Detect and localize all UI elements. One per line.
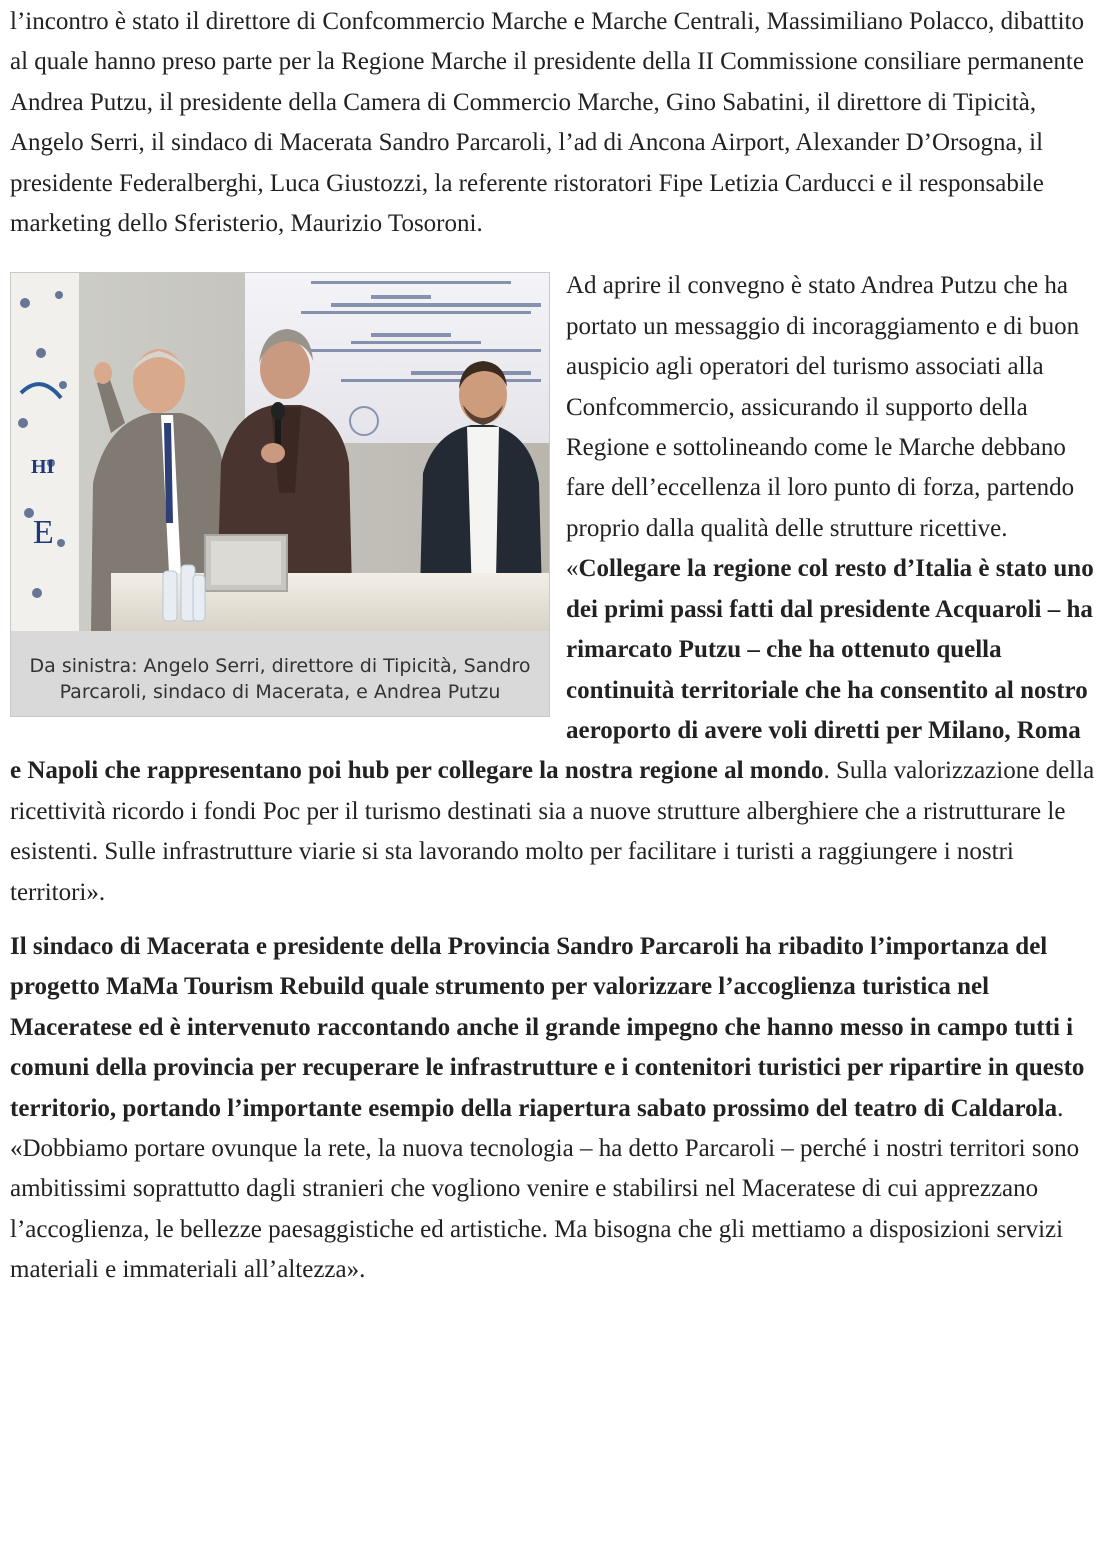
figure-caption: Da sinistra: Angelo Serri, direttore di Tipicità, Sandro Parcaroli, sindaco di Macerata, e Andrea Putzu (29, 655, 531, 704)
article-body (10, 0, 1098, 1291)
parcaroli-bold: Il sindaco di Macerata e presidente della Provincia Sandro Parcaroli ha ribadito l’importanza del progetto MaMa Tourism Rebuild quale strumento per valorizzare l’accoglienza turistica nel Maceratese ed è intervenuto raccontando anche il grande impegno che hanno messo in campo tutti i comuni della provincia per recuperare le infrastrutture e i contenitori turistici per ripartire in questo territorio, portando l’importante esempio della riapertura sabato prossimo del teatro di Caldarola (10, 932, 1085, 1122)
putzu-quote: Collegare la regione col resto d’Italia è stato uno dei primi passi fatti dal presidente Acquaroli – ha rimarcato Putzu – che ha ottenuto quella continuità territoriale che ha consentito al nostro aeroporto di avere voli diretti per Milano, Roma e Napoli che rappresentano poi hub per collegare la nostra regione al mondo (10, 555, 1094, 785)
putzu-intro: Ad aprire il convegno è stato Andrea Putzu che ha portato un messaggio di incoraggiamento e di buon auspicio agli operatori del turismo associati alla Confcommercio, assicurando il supporto della Regione e sottolineando come le Marche debbano fare dell’eccellenza il loro punto di forza, partendo proprio dalla qualità delle strutture ricettive. « (566, 272, 1080, 583)
paragraph-guests: l’incontro è stato il direttore di Confcommercio Marche e Marche Centrali, Massimiliano Polacco, dibattito al quale hanno preso parte per la Regione Marche il presidente della II Commissione consiliare permanente Andrea Putzu, il presidente della Camera di Commercio Marche, Gino Sabatini, il direttore di Tipicità, Angelo Serri, il sindaco di Macerata Sandro Parcaroli, l’ad di Ancona Airport, Alexander D’Orsogna, il presidente Federalberghi, Luca Giustozzi, la referente ristoratori Fipe Letizia Carducci e il responsabile marketing dello Sferisterio, Maurizio Tosoroni. (10, 8, 1084, 238)
svg-text:E: E (33, 514, 54, 552)
paragraph-putzu (10, 266, 1098, 913)
svg-text:HI: HI (31, 456, 55, 479)
parcaroli-rest: . «Dobbiamo portare ovunque la rete, la nuova tecnologia – ha detto Parcaroli – perché i nostri territori sono ambitissimi soprattutto dagli stranieri che vogliono venire e stabilirsi nel Maceratese di cui apprezzano l’accoglienza, le bellezze paesaggistiche ed artistiche. Ma bisogna che gli mettiamo a disposizioni servizi materiali e immateriali all’altezza». (10, 1094, 1080, 1284)
event-photo (11, 273, 549, 631)
article-figure (10, 272, 550, 717)
paragraph-parcaroli (10, 927, 1098, 1291)
putzu-rest: . Sulla valorizzazione della ricettività ricordo i fondi Poc per il turismo destinati sia a nuove strutture alberghiere che a ristrutturare le esistenti. Sulle infrastrutture viarie si sta lavorando molto per facilitare i turisti a raggiungere i nostri territori». (10, 757, 1095, 906)
